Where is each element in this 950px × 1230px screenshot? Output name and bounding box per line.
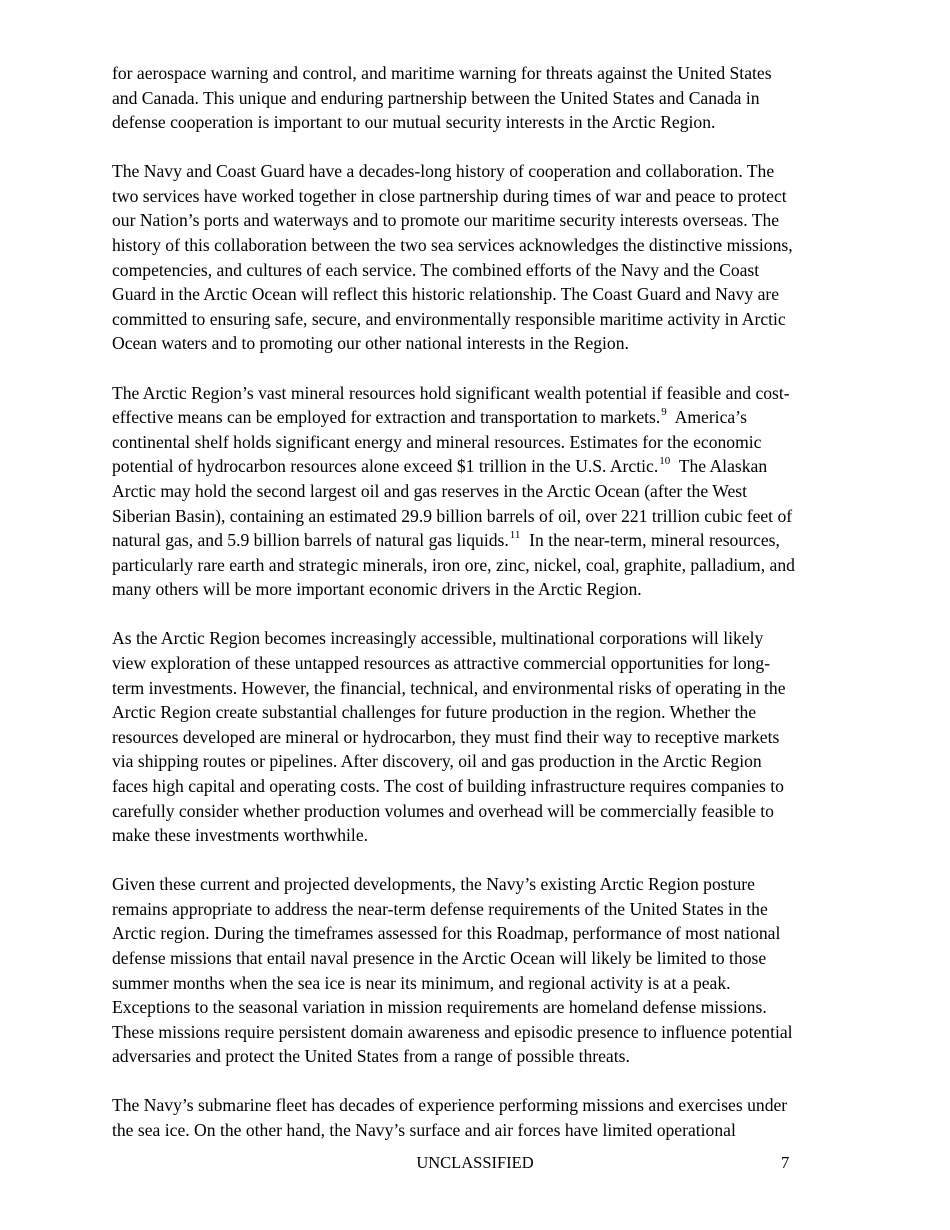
paragraph-mineral-resources bbox=[112, 381, 842, 602]
paragraph-multinational-corporations bbox=[112, 626, 842, 847]
footnote-ref-11[interactable]: 11 bbox=[509, 529, 521, 542]
text-line: faces high capital and operating costs. The cost of building infrastructure requires companies to bbox=[112, 775, 784, 796]
document-body bbox=[112, 61, 842, 1143]
text-segment: The Alaskan bbox=[670, 456, 768, 477]
text-line: and Canada. This unique and enduring partnership between the United States and Canada in bbox=[112, 87, 760, 108]
text-line: As the Arctic Region becomes increasingly accessible, multinational corporations will likely bbox=[112, 628, 764, 649]
text-line: continental shelf holds significant energy and mineral resources. Estimates for the economic bbox=[112, 431, 762, 452]
text-line: particularly rare earth and strategic minerals, iron ore, zinc, nickel, coal, graphite, palladium, and bbox=[112, 554, 795, 575]
text-line: defense cooperation is important to our mutual security interests in the Arctic Region. bbox=[112, 112, 716, 133]
footnote-ref-10[interactable]: 10 bbox=[659, 455, 671, 468]
text-line: The Navy and Coast Guard have a decades-long history of cooperation and collaboration. The bbox=[112, 161, 775, 182]
text-line bbox=[112, 405, 842, 430]
text-line: resources developed are mineral or hydrocarbon, they must find their way to receptive markets bbox=[112, 726, 780, 747]
text-line: Siberian Basin), containing an estimated 29.9 billion barrels of oil, over 221 trillion cubic feet of bbox=[112, 505, 793, 526]
text-segment: potential of hydrocarbon resources alone exceed $1 trillion in the U.S. Arctic. bbox=[112, 456, 659, 477]
text-segment: natural gas, and 5.9 billion barrels of natural gas liquids. bbox=[112, 530, 509, 551]
paragraph-navy-coast-guard bbox=[112, 159, 842, 356]
text-line: committed to ensuring safe, secure, and environmentally responsible maritime activity in Arctic bbox=[112, 308, 786, 329]
text-line: make these investments worthwhile. bbox=[112, 825, 369, 846]
text-line: Arctic may hold the second largest oil and gas reserves in the Arctic Ocean (after the West bbox=[112, 480, 747, 501]
text-line: Arctic region. During the timeframes assessed for this Roadmap, performance of most national bbox=[112, 923, 781, 944]
paragraph-norad-partnership bbox=[112, 61, 842, 135]
text-line: via shipping routes or pipelines. After discovery, oil and gas production in the Arctic Region bbox=[112, 751, 762, 772]
text-line: term investments. However, the financial, technical, and environmental risks of operating in the bbox=[112, 677, 786, 698]
text-line: remains appropriate to address the near-term defense requirements of the United States in the bbox=[112, 898, 768, 919]
paragraph-navy-posture bbox=[112, 872, 842, 1069]
text-line bbox=[112, 528, 842, 553]
text-line: for aerospace warning and control, and maritime warning for threats against the United States bbox=[112, 63, 772, 83]
text-line: Exceptions to the seasonal variation in mission requirements are homeland defense missions. bbox=[112, 997, 767, 1018]
text-line: summer months when the sea ice is near its minimum, and regional activity is at a peak. bbox=[112, 972, 731, 993]
text-segment: America’s bbox=[666, 407, 747, 428]
text-line: competencies, and cultures of each service. The combined efforts of the Navy and the Coast bbox=[112, 259, 760, 280]
text-line bbox=[112, 454, 842, 479]
text-line: our Nation’s ports and waterways and to promote our maritime security interests overseas. The bbox=[112, 210, 780, 231]
text-line: Given these current and projected developments, the Navy’s existing Arctic Region posture bbox=[112, 874, 755, 895]
text-line: history of this collaboration between the two sea services acknowledges the distinctive missions, bbox=[112, 235, 793, 256]
page-number: 7 bbox=[781, 1153, 790, 1172]
text-line: The Navy’s submarine fleet has decades of experience performing missions and exercises under bbox=[112, 1095, 788, 1116]
text-line: Ocean waters and to promoting our other national interests in the Region. bbox=[112, 333, 629, 354]
text-line: defense missions that entail naval presence in the Arctic Ocean will likely be limited to those bbox=[112, 948, 767, 968]
text-segment: In the near-term, mineral resources, bbox=[520, 530, 780, 551]
classification-marking: UNCLASSIFIED bbox=[416, 1153, 534, 1172]
text-line: two services have worked together in close partnership during times of war and peace to protect bbox=[112, 185, 787, 206]
paragraph-submarine-fleet bbox=[112, 1093, 842, 1142]
text-line: many others will be more important economic drivers in the Arctic Region. bbox=[112, 579, 642, 600]
text-segment: effective means can be employed for extraction and transportation to markets. bbox=[112, 407, 661, 428]
text-line: view exploration of these untapped resources as attractive commercial opportunities for long- bbox=[112, 652, 771, 673]
text-line: The Arctic Region’s vast mineral resources hold significant wealth potential if feasible and cost- bbox=[112, 382, 790, 403]
text-line: Arctic Region create substantial challenges for future production in the region. Whether the bbox=[112, 702, 757, 723]
footnote-ref-9[interactable]: 9 bbox=[661, 406, 667, 419]
text-line: These missions require persistent domain awareness and episodic presence to influence potential bbox=[112, 1021, 793, 1042]
text-line: adversaries and protect the United States from a range of possible threats. bbox=[112, 1046, 630, 1067]
text-line: Guard in the Arctic Ocean will reflect this historic relationship. The Coast Guard and Navy are bbox=[112, 284, 780, 305]
text-line: the sea ice. On the other hand, the Navy’s surface and air forces have limited operational bbox=[112, 1120, 736, 1141]
text-line: carefully consider whether production volumes and overhead will be commercially feasible to bbox=[112, 800, 774, 821]
